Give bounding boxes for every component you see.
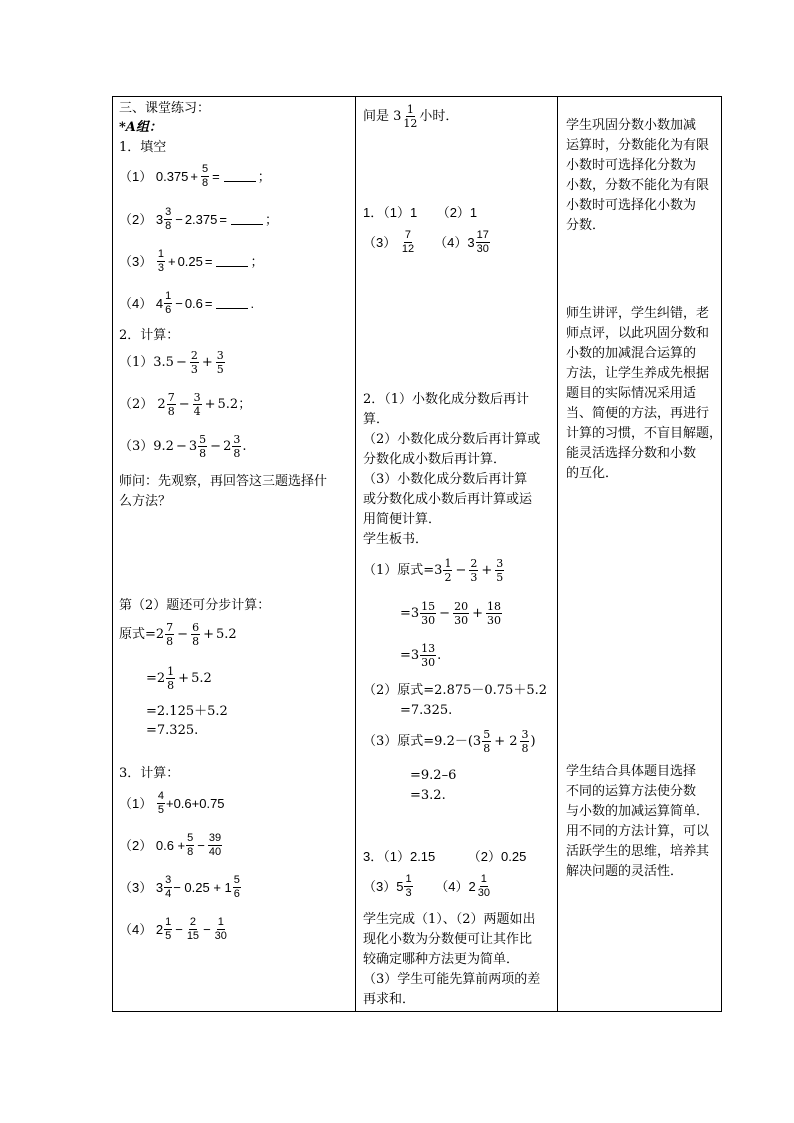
step-line-3: =2.125＋5.2 bbox=[146, 704, 228, 719]
work-line-8: =3.2. bbox=[410, 788, 446, 803]
work-line-2: =3 15 30 − $\frac{20}{30}$ + $\frac{18}{30}$ bbox=[400, 600, 501, 627]
q3-item-3: （3） 3 3 4 − 0.25 + 1 5 6 bbox=[119, 874, 240, 900]
stepwise-note: 第（2）题还可分步计算： bbox=[119, 598, 271, 613]
exercise-column bbox=[113, 97, 355, 1011]
student-note: （3）学生可能先算前两项的差 bbox=[363, 972, 541, 987]
purpose-text: 当、简便的方法，再进行 bbox=[566, 406, 710, 421]
purpose-text: 不同的运算方法使分数 bbox=[566, 784, 697, 799]
student-note: 再求和． bbox=[363, 992, 416, 1007]
answer-1-fractions: （3） 7 12 （4）3 17 30 bbox=[363, 229, 489, 255]
answer-2-line: 用简便计算． bbox=[363, 512, 442, 527]
purpose-text: 解决问题的灵活性． bbox=[566, 864, 684, 879]
purpose-text: 能灵活选择分数和小数 bbox=[566, 446, 697, 461]
answer-2-line: 2．（1）小数化成分数后再计 bbox=[363, 392, 530, 407]
q1-item-3: （3） 1 3 + 0.25 = ； bbox=[119, 248, 264, 274]
step-line-4: =7.325. bbox=[146, 723, 199, 738]
purpose-text: 师生讲评，学生纠错，老 bbox=[566, 306, 710, 321]
answer-1-line: 1．（1）1 （2）1 bbox=[363, 205, 478, 220]
answer-2-line: 算． bbox=[363, 412, 390, 427]
q2-item-1: （1） 3.5 − $\frac{2}{3}$ + $\frac{3}{5}$ bbox=[119, 349, 224, 376]
work-line-3: =3 13 30 . bbox=[400, 642, 442, 669]
purpose-text: 小数，分数不能化为有限 bbox=[566, 178, 710, 193]
purpose-text: 活跃学生的思维，培养其 bbox=[566, 844, 710, 859]
purpose-text: 计算的习惯，不盲目解题， bbox=[566, 426, 722, 441]
work-line-5: =7.325. bbox=[400, 703, 453, 718]
time-answer: 间是 3 1 12 小时． bbox=[363, 103, 459, 130]
student-note: 较确定哪种方法更为简单． bbox=[363, 952, 520, 967]
step-line-2: =2 1 8 + 5.2 bbox=[146, 665, 212, 692]
q3-item-4: （4） 2 1 5 − $\frac{2}{15}$ − $\frac{1}{30}$ bbox=[119, 916, 227, 942]
lesson-table bbox=[112, 96, 722, 1012]
q1-item-2: （2） 3 3 8 − 2.375 = ； bbox=[119, 206, 278, 232]
q2-title: 2．计算： bbox=[119, 328, 180, 343]
answer-2-line: （2）小数化成分数后再计算或 bbox=[363, 432, 541, 447]
q1-title: 1．填空 bbox=[119, 140, 167, 155]
purpose-column bbox=[558, 97, 722, 1011]
purpose-text: 题目的实际情况采用适 bbox=[566, 386, 697, 401]
purpose-text: 运算时，分数能化为有限 bbox=[566, 138, 710, 153]
q2-item-2: （2） 2 7 8 − $\frac{3}{4}$ + 5.2 ； bbox=[119, 391, 252, 418]
teacher-question-cont: 么方法？ bbox=[119, 494, 172, 509]
teacher-question: 师问：先观察，再回答这三题选择什 bbox=[119, 474, 328, 489]
work-line-4: （2）原式=2.875－0.75＋5.2 bbox=[363, 683, 547, 698]
answer-3-fractions: （3）5 1 3 （4）2 1 30 bbox=[363, 873, 490, 899]
group-label: *A组： bbox=[119, 120, 162, 135]
answer-2-line: 学生板书． bbox=[363, 532, 429, 547]
purpose-text: 的互化． bbox=[566, 466, 619, 481]
q1-item-1: （1） 0.375 + $\frac{5}{8}$ = ； bbox=[119, 163, 271, 189]
purpose-text: 与小数的加减运算简单． bbox=[566, 804, 710, 819]
purpose-text: 学生巩固分数小数加减 bbox=[566, 118, 697, 133]
q3-item-2: （2） 0.6 + $\frac{5}{8}$ − $\frac{39}{40}$ bbox=[119, 832, 222, 858]
answer-3-line: 3．（1）2.15 （2）0.25 bbox=[363, 849, 527, 864]
q3-title: 3．计算： bbox=[119, 766, 180, 781]
work-line-6: （3）原式=9.2－(3 5 8 + 2 3 8 ) bbox=[363, 728, 536, 755]
q2-item-3: （3） 9.2 − 3 5 8 − 2 3 8 . bbox=[119, 433, 247, 460]
work-line-1: （1）原式=3 1 2 − $\frac{2}{3}$ + $\frac{3}{5}$ bbox=[363, 557, 504, 584]
answer-2-line: （3）小数化成分数后再计算 bbox=[363, 472, 528, 487]
answer-blank bbox=[216, 257, 248, 267]
purpose-text: 师点评，以此巩固分数和 bbox=[566, 326, 710, 341]
student-note: 现化小数为分数便可让其作比 bbox=[363, 932, 533, 947]
purpose-text: 小数时可选择化小数为 bbox=[566, 198, 697, 213]
purpose-text: 分数． bbox=[566, 218, 606, 233]
purpose-text: 方法，让学生养成先根据 bbox=[566, 366, 710, 381]
student-note: 学生完成（1）、（2）两题如出 bbox=[363, 912, 536, 927]
answer-blank bbox=[231, 215, 263, 225]
q3-item-1: （1） 4 5 +0.6+0.75 bbox=[119, 790, 225, 816]
answer-2-line: 分数化成小数后再计算． bbox=[363, 452, 507, 467]
answer-blank bbox=[216, 299, 248, 309]
q1-item-4: （4） 4 1 6 − 0.6 = . bbox=[119, 290, 255, 316]
purpose-text: 小数的加减混合运算的 bbox=[566, 346, 697, 361]
purpose-text: 小数时可选择化分数为 bbox=[566, 158, 697, 173]
answer-blank bbox=[224, 172, 256, 182]
answer-2-line: 或分数化成小数后再计算或运 bbox=[363, 492, 533, 507]
section-title: 三、课堂练习： bbox=[119, 101, 211, 116]
activity-column bbox=[356, 97, 556, 1011]
purpose-text: 用不同的方法计算，可以 bbox=[566, 824, 710, 839]
purpose-text: 学生结合具体题目选择 bbox=[566, 764, 697, 779]
step-line-1: 原式=2 7 8 − $\frac{6}{8}$ + 5.2 bbox=[119, 621, 237, 648]
work-line-7: =9.2–6 bbox=[410, 768, 457, 783]
